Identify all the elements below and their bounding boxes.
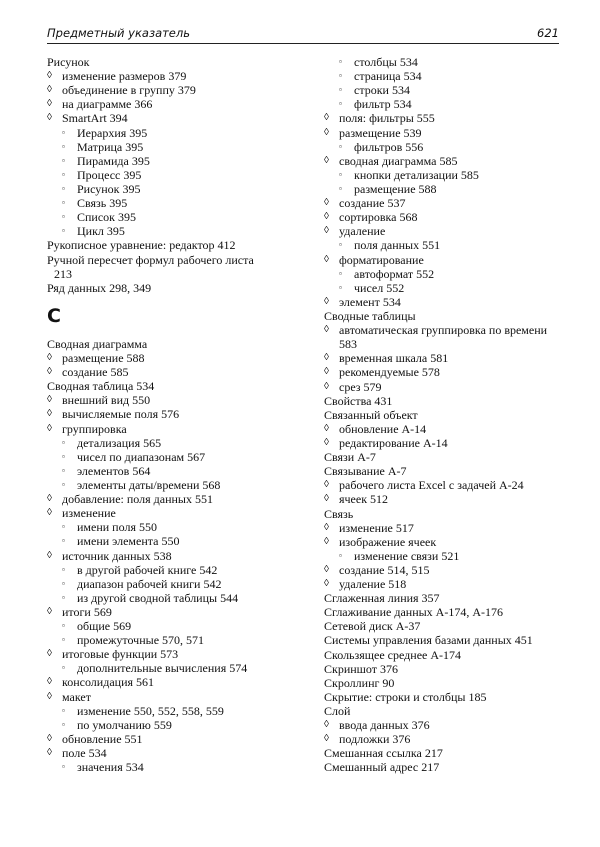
entry-text: изменение 517 — [339, 520, 414, 535]
index-subentry — [324, 253, 559, 267]
index-entry — [324, 746, 559, 760]
diamond-bullet-icon: ◊ — [324, 535, 329, 547]
entry-text: диапазон рабочей книги 542 — [77, 576, 222, 591]
index-subsubentry — [324, 69, 559, 83]
diamond-bullet-icon: ◊ — [47, 98, 52, 110]
index-subentry — [324, 111, 559, 125]
diamond-bullet-icon: ◊ — [47, 351, 52, 363]
entry-text: Скользящее среднее А-174 — [324, 647, 462, 662]
entry-text: подложки 376 — [339, 732, 411, 747]
index-subsubentry — [47, 154, 282, 168]
index-entry — [47, 55, 282, 69]
index-subentry — [47, 746, 282, 760]
index-subsubentry — [47, 126, 282, 140]
entry-text: автоматическая группировка по времени — [339, 323, 548, 338]
diamond-bullet-icon: ◊ — [324, 225, 329, 237]
index-subentry — [324, 380, 559, 394]
index-subsubentry — [47, 619, 282, 633]
square-bullet-icon: ▫ — [339, 99, 342, 109]
index-subentry — [324, 535, 559, 549]
entry-text: объединение в группу 379 — [62, 83, 196, 98]
entry-text: поля: фильтры 555 — [339, 111, 435, 126]
square-bullet-icon: ▫ — [62, 155, 65, 165]
section-letter: С — [47, 304, 61, 327]
square-bullet-icon: ▫ — [339, 183, 342, 193]
index-entry — [324, 760, 559, 774]
index-subentry — [47, 393, 282, 407]
index-subsubentry — [47, 168, 282, 182]
index-subsubentry — [324, 267, 559, 281]
index-subentry — [47, 506, 282, 520]
entry-text: Системы управления базами данных 451 — [324, 633, 533, 648]
entry-text: имени поля 550 — [77, 520, 157, 535]
square-bullet-icon: ▫ — [339, 550, 342, 560]
entry-text: Слой — [324, 704, 351, 719]
entry-text: столбцы 534 — [354, 55, 418, 69]
entry-text: Сводная таблица 534 — [47, 379, 155, 394]
diamond-bullet-icon: ◊ — [47, 690, 52, 702]
index-entry — [47, 267, 282, 281]
entry-text: общие 569 — [77, 619, 132, 634]
entry-text: промежуточные 570, 571 — [77, 633, 205, 648]
square-bullet-icon: ▫ — [62, 719, 65, 729]
square-bullet-icon: ▫ — [62, 621, 65, 631]
square-bullet-icon: ▫ — [62, 226, 65, 236]
entry-text: Сглаживание данных А-174, А-176 — [324, 605, 504, 620]
entry-text: рабочего листа Excel с задачей А-24 — [339, 478, 524, 493]
entry-text: Скрытие: строки и столбцы 185 — [324, 689, 487, 704]
index-subsubentry — [47, 718, 282, 732]
entry-text: ячеек 512 — [339, 492, 389, 507]
entry-text: консолидация 561 — [62, 675, 155, 690]
index-entry — [324, 690, 559, 704]
entry-text: SmartArt 394 — [62, 111, 128, 126]
index-subsubentry — [47, 478, 282, 492]
diamond-bullet-icon: ◊ — [324, 126, 329, 138]
index-entry — [324, 450, 559, 464]
diamond-bullet-icon: ◊ — [324, 366, 329, 378]
diamond-bullet-icon: ◊ — [47, 676, 52, 688]
entry-text: чисел по диапазонам 567 — [77, 449, 206, 464]
entry-text: Сводные таблицы — [324, 308, 416, 323]
entry-text: строки 534 — [354, 83, 410, 98]
index-subentry — [47, 605, 282, 619]
diamond-bullet-icon: ◊ — [324, 352, 329, 364]
entry-text: Связь 395 — [77, 196, 128, 211]
diamond-bullet-icon: ◊ — [324, 479, 329, 491]
entry-text: поля данных 551 — [354, 238, 441, 253]
entry-text: фильтр 534 — [354, 97, 412, 112]
entry-text: Цикл 395 — [77, 224, 125, 239]
square-bullet-icon: ▫ — [62, 564, 65, 574]
index-column-right — [324, 55, 559, 775]
entry-text: значения 534 — [77, 760, 144, 775]
entry-text: на диаграмме 366 — [62, 97, 153, 112]
square-bullet-icon: ▫ — [62, 198, 65, 208]
index-subsubentry — [47, 563, 282, 577]
diamond-bullet-icon: ◊ — [324, 733, 329, 745]
entry-text: автоформат 552 — [354, 266, 435, 281]
diamond-bullet-icon: ◊ — [324, 521, 329, 533]
index-subentry — [324, 365, 559, 379]
square-bullet-icon: ▫ — [339, 85, 342, 95]
entry-text: дополнительные вычисления 574 — [77, 661, 248, 676]
diamond-bullet-icon: ◊ — [47, 747, 52, 759]
entry-text: изменение размеров 379 — [62, 69, 187, 84]
entry-text: вычисляемые поля 576 — [62, 407, 180, 422]
diamond-bullet-icon: ◊ — [47, 408, 52, 420]
square-bullet-icon: ▫ — [62, 536, 65, 546]
entry-text: Связанный объект — [324, 407, 418, 422]
square-bullet-icon: ▫ — [339, 282, 342, 292]
entry-text: изменение — [62, 506, 116, 521]
index-subentry — [47, 549, 282, 563]
index-subentry — [47, 675, 282, 689]
diamond-bullet-icon: ◊ — [47, 422, 52, 434]
index-entry — [324, 408, 559, 422]
entry-text: источник данных 538 — [62, 548, 172, 563]
index-entry — [324, 605, 559, 619]
index-entry — [324, 662, 559, 676]
index-entry — [324, 619, 559, 633]
diamond-bullet-icon: ◊ — [47, 84, 52, 96]
index-subsubentry — [47, 633, 282, 647]
index-subentry — [47, 407, 282, 421]
index-subsubentry — [324, 549, 559, 563]
index-subsubentry — [47, 704, 282, 718]
index-entry — [47, 238, 282, 252]
entry-text: Пирамида 395 — [77, 153, 150, 168]
entry-text: временная шкала 581 — [339, 351, 449, 366]
index-subsubentry — [47, 577, 282, 591]
entry-text: 583 — [339, 337, 357, 352]
diamond-bullet-icon: ◊ — [324, 436, 329, 448]
diamond-bullet-icon: ◊ — [47, 732, 52, 744]
index-subsubentry — [324, 97, 559, 111]
entry-text: изменение 550, 552, 558, 559 — [77, 703, 224, 718]
diamond-bullet-icon: ◊ — [47, 112, 52, 124]
entry-text: создание 514, 515 — [339, 562, 430, 577]
entry-text: изменение связи 521 — [354, 548, 460, 563]
diamond-bullet-icon: ◊ — [47, 507, 52, 519]
entry-text: в другой рабочей книге 542 — [77, 562, 218, 577]
entry-text: создание 537 — [339, 196, 406, 211]
entry-text: элементы даты/времени 568 — [77, 477, 221, 492]
entry-text: Связывание А-7 — [324, 464, 407, 479]
square-bullet-icon: ▫ — [62, 663, 65, 673]
entry-text: удаление 518 — [339, 577, 407, 592]
diamond-bullet-icon: ◊ — [47, 394, 52, 406]
entry-text: внешний вид 550 — [62, 393, 151, 408]
index-entry — [47, 253, 282, 267]
index-entry — [324, 633, 559, 647]
diamond-bullet-icon: ◊ — [47, 70, 52, 82]
index-subentry — [47, 365, 282, 379]
entry-text: размещение 539 — [339, 125, 422, 140]
square-bullet-icon: ▫ — [62, 592, 65, 602]
square-bullet-icon: ▫ — [339, 141, 342, 151]
entry-text: удаление — [339, 224, 386, 239]
diamond-bullet-icon: ◊ — [324, 295, 329, 307]
index-entry — [47, 281, 282, 295]
index-subentry — [324, 732, 559, 746]
entry-text: поле 534 — [62, 746, 107, 761]
index-subsubentry — [47, 591, 282, 605]
index-subsubentry — [47, 224, 282, 238]
index-subentry — [47, 69, 282, 83]
index-subentry — [47, 351, 282, 365]
index-subentry — [324, 337, 559, 351]
index-subentry — [324, 577, 559, 591]
entry-text: группировка — [62, 421, 127, 436]
diamond-bullet-icon: ◊ — [47, 605, 52, 617]
diamond-bullet-icon: ◊ — [324, 112, 329, 124]
entry-text: чисел 552 — [354, 280, 405, 295]
entry-text: кнопки детализации 585 — [354, 167, 479, 182]
entry-text: по умолчанию 559 — [77, 717, 172, 732]
entry-text: итоги 569 — [62, 604, 112, 619]
index-subsubentry — [47, 182, 282, 196]
entry-text: Рукописное уравнение: редактор 412 — [47, 238, 236, 253]
running-header — [47, 25, 559, 44]
index-subsubentry — [324, 281, 559, 295]
entry-text: редактирование А-14 — [339, 435, 448, 450]
index-subentry — [47, 83, 282, 97]
index-subentry — [47, 690, 282, 704]
entry-text: Процесс 395 — [77, 167, 142, 182]
entry-text: Рисунок 395 — [77, 181, 141, 196]
index-subentry — [324, 436, 559, 450]
index-subsubentry — [324, 182, 559, 196]
entry-text: страница 534 — [354, 69, 422, 84]
square-bullet-icon: ▫ — [62, 141, 65, 151]
square-bullet-icon: ▫ — [339, 240, 342, 250]
entry-text: сводная диаграмма 585 — [339, 153, 458, 168]
index-subsubentry — [324, 83, 559, 97]
page-number: 621 — [537, 26, 559, 40]
entry-text: элементов 564 — [77, 463, 151, 478]
square-bullet-icon: ▫ — [62, 578, 65, 588]
square-bullet-icon: ▫ — [62, 479, 65, 489]
index-subentry — [47, 97, 282, 111]
entry-text: создание 585 — [62, 365, 129, 380]
index-subentry — [324, 154, 559, 168]
entry-text: размещение 588 — [62, 350, 145, 365]
entry-text: добавление: поля данных 551 — [62, 492, 213, 507]
diamond-bullet-icon: ◊ — [324, 380, 329, 392]
entry-text: Связи А-7 — [324, 450, 376, 465]
index-entry — [324, 648, 559, 662]
index-subsubentry — [47, 140, 282, 154]
entry-text: Смешанный адрес 217 — [324, 760, 440, 775]
index-subentry — [47, 111, 282, 125]
diamond-bullet-icon: ◊ — [324, 211, 329, 223]
entry-text: обновление А-14 — [339, 421, 427, 436]
diamond-bullet-icon: ◊ — [324, 253, 329, 265]
index-subentry — [47, 647, 282, 661]
index-subsubentry — [47, 210, 282, 224]
entry-text: детализация 565 — [77, 435, 162, 450]
square-bullet-icon: ▫ — [62, 705, 65, 715]
index-subsubentry — [324, 238, 559, 252]
index-subentry — [324, 718, 559, 732]
entry-text: Матрица 395 — [77, 139, 144, 154]
entry-text: сортировка 568 — [339, 210, 418, 225]
entry-text: форматирование — [339, 252, 424, 267]
entry-text: размещение 588 — [354, 181, 437, 196]
square-bullet-icon: ▫ — [62, 183, 65, 193]
square-bullet-icon: ▫ — [62, 212, 65, 222]
entry-text: итоговые функции 573 — [62, 647, 179, 662]
entry-text: рекомендуемые 578 — [339, 365, 440, 380]
index-subentry — [324, 563, 559, 577]
index-entry — [324, 704, 559, 718]
index-subentry — [47, 492, 282, 506]
entry-text: Сводная диаграмма — [47, 336, 148, 351]
index-entry — [324, 507, 559, 521]
entry-text: имени элемента 550 — [77, 534, 180, 549]
header-title: Предметный указатель — [47, 26, 191, 40]
index-subsubentry — [324, 140, 559, 154]
index-subsubentry — [47, 760, 282, 774]
entry-text: изображение ячеек — [339, 534, 437, 549]
diamond-bullet-icon: ◊ — [47, 366, 52, 378]
diamond-bullet-icon: ◊ — [324, 154, 329, 166]
entry-text: обновление 551 — [62, 731, 143, 746]
square-bullet-icon: ▫ — [339, 71, 342, 81]
entry-text: фильтров 556 — [354, 139, 424, 154]
square-bullet-icon: ▫ — [62, 169, 65, 179]
index-subentry — [324, 521, 559, 535]
square-bullet-icon: ▫ — [62, 635, 65, 645]
diamond-bullet-icon: ◊ — [324, 578, 329, 590]
index-entry — [324, 676, 559, 690]
index-subentry — [47, 422, 282, 436]
index-subentry — [324, 196, 559, 210]
entry-text: элемент 534 — [339, 294, 401, 309]
index-entry — [324, 394, 559, 408]
entry-text: Сглаженная линия 357 — [324, 591, 440, 606]
index-subsubentry — [47, 436, 282, 450]
index-entry — [324, 591, 559, 605]
index-subsubentry — [324, 55, 559, 69]
square-bullet-icon: ▫ — [62, 465, 65, 475]
square-bullet-icon: ▫ — [339, 169, 342, 179]
diamond-bullet-icon: ◊ — [47, 648, 52, 660]
index-entry — [47, 379, 282, 393]
entry-text: Ручной пересчет формул рабочего листа — [47, 252, 254, 267]
entry-text: Сетевой диск А-37 — [324, 619, 421, 634]
diamond-bullet-icon: ◊ — [47, 493, 52, 505]
index-subsubentry — [47, 661, 282, 675]
diamond-bullet-icon: ◊ — [324, 719, 329, 731]
entry-text: Ряд данных 298, 349 — [47, 280, 152, 295]
index-subentry — [324, 351, 559, 365]
index-subentry — [324, 126, 559, 140]
index-subsubentry — [47, 196, 282, 210]
index-subsubentry — [47, 534, 282, 548]
square-bullet-icon: ▫ — [339, 57, 342, 66]
index-subsubentry — [324, 168, 559, 182]
index-subentry — [324, 224, 559, 238]
index-entry — [324, 309, 559, 323]
entry-text: Скроллинг 90 — [324, 675, 395, 690]
entry-text: Свойства 431 — [324, 393, 393, 408]
diamond-bullet-icon: ◊ — [324, 324, 329, 336]
diamond-bullet-icon: ◊ — [324, 493, 329, 505]
entry-text: макет — [62, 689, 91, 704]
index-entry — [324, 464, 559, 478]
entry-text: из другой сводной таблицы 544 — [77, 590, 239, 605]
entry-text: Связь — [324, 506, 354, 521]
index-subentry — [324, 422, 559, 436]
index-subentry — [324, 295, 559, 309]
square-bullet-icon: ▫ — [62, 522, 65, 532]
index-subentry — [324, 478, 559, 492]
square-bullet-icon: ▫ — [62, 451, 65, 461]
index-entry — [47, 337, 282, 351]
square-bullet-icon: ▫ — [62, 127, 65, 137]
entry-text: ввода данных 376 — [339, 718, 430, 733]
entry-text: срез 579 — [339, 379, 382, 394]
index-subentry — [47, 732, 282, 746]
diamond-bullet-icon: ◊ — [47, 549, 52, 561]
entry-text: Иерархия 395 — [77, 125, 148, 140]
entry-text: Смешанная ссылка 217 — [324, 746, 443, 761]
diamond-bullet-icon: ◊ — [324, 563, 329, 575]
index-column-left — [47, 55, 282, 774]
index-subentry — [324, 492, 559, 506]
index-subentry — [324, 210, 559, 224]
entry-text: Список 395 — [77, 210, 137, 225]
entry-text: Скриншот 376 — [324, 661, 399, 676]
index-subsubentry — [47, 450, 282, 464]
index-subsubentry — [47, 464, 282, 478]
entry-text: Рисунок — [47, 55, 90, 69]
index-subsubentry — [47, 520, 282, 534]
square-bullet-icon: ▫ — [339, 268, 342, 278]
diamond-bullet-icon: ◊ — [324, 422, 329, 434]
diamond-bullet-icon: ◊ — [324, 197, 329, 209]
entry-text: 213 — [54, 266, 72, 281]
square-bullet-icon: ▫ — [62, 437, 65, 447]
square-bullet-icon: ▫ — [62, 762, 65, 772]
index-subentry — [324, 323, 559, 337]
